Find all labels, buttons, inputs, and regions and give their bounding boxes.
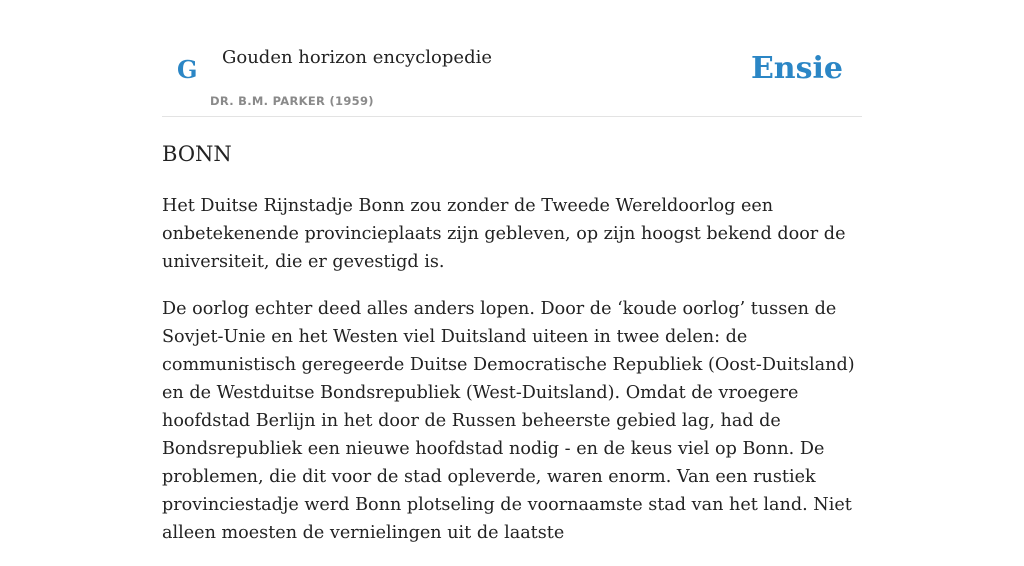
- source-logo[interactable]: G: [177, 55, 198, 84]
- book-title-link[interactable]: Gouden horizon encyclopedie: [222, 47, 492, 68]
- entry-paragraph: Het Duitse Rijnstadje Bonn zou zonder de Tweede Wereldoorlog een onbetekenende provincieplaats zijn gebleven, op zijn hoogst bekend door de universiteit, die er gevestigd is.: [162, 196, 846, 272]
- source-header: [162, 0, 862, 117]
- entry-paragraph: De oorlog echter deed alles anders lopen. Door de ‘koude oorlog’ tussen de Sovjet-Unie en het Westen viel Duitsland uiteen in twee delen: de communistisch geregeerde Duitse Democratische Republiek (Oost-Duitsland) en de Westduitse Bondsrepubliek (West-Duitsland). Omdat de vroegere hoofdstad Berlijn in het door de Russen beheerste gebied lag, had de Bondsrepubliek een nieuwe hoofdstad nodig - en de keus viel op Bonn. De problemen, die dit voor de stad opleverde, waren enorm. Van een rustiek provinciestadje werd Bonn plotseling de voornaamste stad van het land. Niet alleen moesten de vernielingen uit de laatste: [162, 299, 855, 543]
- entry-body: [162, 192, 862, 566]
- ensie-logo[interactable]: Ensie: [750, 51, 843, 86]
- book-author: DR. B.M. PARKER (1959): [210, 94, 374, 108]
- entry-title: BONN: [162, 142, 232, 166]
